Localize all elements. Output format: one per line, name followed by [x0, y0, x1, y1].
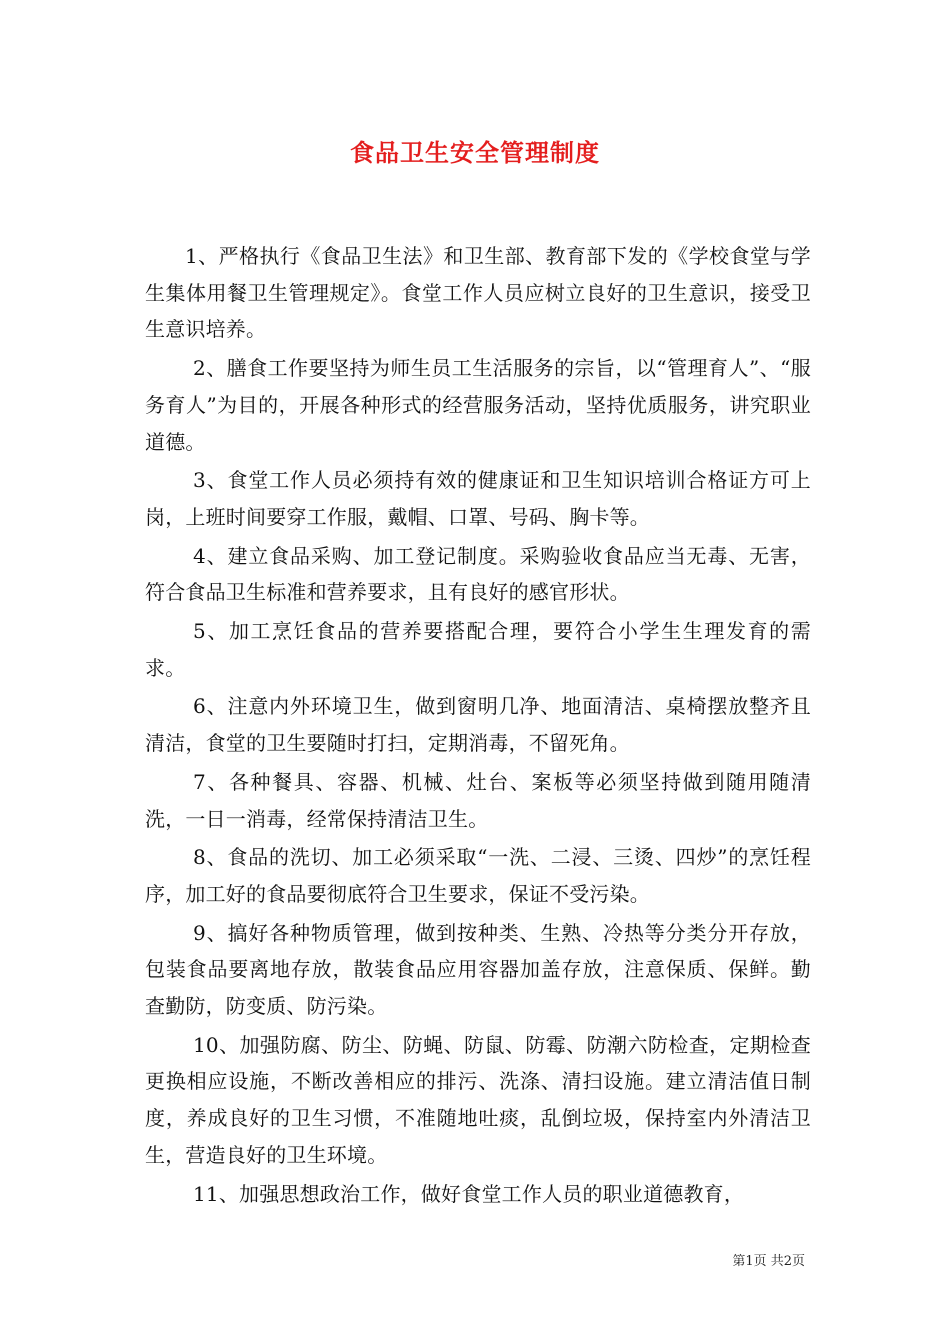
paragraph-5: 5、加工烹饪食品的营养要搭配合理，要符合小学生生理发育的需求。 [145, 619, 811, 680]
paragraph-9: 9、搞好各种物质管理，做到按种类、生熟、冷热等分类分开存放，包装食品要离地存放，散装食品应用容器加盖存放，注意保质、保鲜。勤查勤防，防变质、防污染。 [145, 920, 811, 1019]
paragraph-8: 8、食品的洗切、加工必须采取“一洗、二浸、三烫、四炒”的烹饪程序，加工好的食品要彻底符合卫生要求，保证不受污染。 [145, 845, 811, 906]
paragraph-2: 2、膳食工作要坚持为师生员工生活服务的宗旨，以“管理育人”、“服务育人”为目的，开展各种形式的经营服务活动，坚持优质服务，讲究职业道德。 [145, 356, 811, 454]
paragraph-1: 1、严格执行《食品卫生法》和卫生部、教育部下发的《学校食堂与学生集体用餐卫生管理规定》。食堂工作人员应树立良好的卫生意识，接受卫生意识培养。 [145, 244, 811, 342]
paragraph-4: 4、建立食品采购、加工登记制度。采购验收食品应当无毒、无害，符合食品卫生标准和营养要求，且有良好的感官形状。 [145, 543, 811, 605]
paragraph-3: 3、食堂工作人员必须持有效的健康证和卫生知识培训合格证方可上岗，上班时间要穿工作服，戴帽、口罩、号码、胸卡等。 [145, 468, 811, 529]
page-number: 第1页 共2页 [732, 1254, 805, 1269]
document-body [145, 238, 811, 1214]
paragraph-11: 11、加强思想政治工作，做好食堂工作人员的职业道德教育， [193, 1181, 745, 1206]
document-title: 食品卫生安全管理制度 [350, 139, 600, 167]
paragraph-10: 10、加强防腐、防尘、防蝇、防鼠、防霉、防潮六防检查，定期检查更换相应设施，不断改善相应的排污、洗涤、清扫设施。建立清洁值日制度，养成良好的卫生习惯，不准随地吐痰，乱倒垃圾，保持室内外清洁卫生，营造良好的卫生环境。 [145, 1032, 811, 1167]
paragraph-7: 7、各种餐具、容器、机械、灶台、案板等必须坚持做到随用随清洗，一日一消毒，经常保持清洁卫生。 [145, 769, 811, 831]
paragraph-6: 6、注意内外环境卫生，做到窗明几净、地面清洁、桌椅摆放整齐且清洁，食堂的卫生要随时打扫，定期消毒，不留死角。 [145, 694, 811, 756]
